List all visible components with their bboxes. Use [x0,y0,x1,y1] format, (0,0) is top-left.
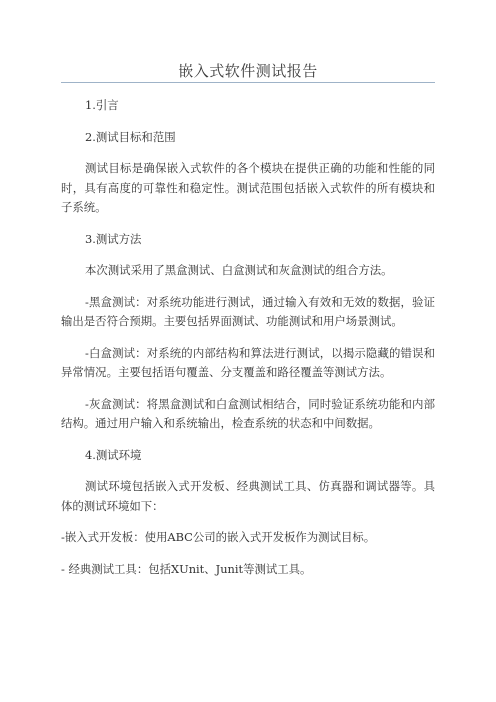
heading-goals-scope: 2.测试目标和范围 [85,129,176,144]
paragraph-methods: 本次测试采用了黑盒测试、白盒测试和灰盒测试的组合方法。 [85,263,393,277]
list-item-test-tools: - 经典测试工具：包括XUnit、Junit等测试工具。 [61,561,312,576]
paragraph-environment: 测试环境包括嵌入式开发板、经典测试工具、仿真器和调试器等。具体的测试环境如下： [61,479,435,513]
paragraph-goals: 测试目标是确保嵌入式软件的各个模块在提供正确的功能和性能的同时，具有高度的可靠性和稳定性。测试范围包括嵌入式软件的所有模块和子系统。 [61,161,435,214]
document-title: 嵌入式软件测试报告 [178,62,318,80]
heading-test-environment: 4.测试环境 [85,447,142,462]
heading-test-methods: 3.测试方法 [85,231,142,246]
list-item-blackbox: -黑盒测试：对系统功能进行测试，通过输入有效和无效的数据，验证输出是否符合预期。主要包括界面测试、功能测试和用户场景测试。 [61,294,435,328]
list-item-whitebox: -白盒测试：对系统的内部结构和算法进行测试，以揭示隐藏的错误和异常情况。主要包括语句覆盖、分支覆盖和路径覆盖等测试方法。 [61,345,435,379]
list-item-graybox: -灰盒测试：将黑盒测试和白盒测试相结合，同时验证系统功能和内部结构。通过用户输入和系统输出，检查系统的状态和中间数据。 [61,396,435,430]
document-body [61,96,435,591]
list-item-dev-board: -嵌入式开发板：使用ABC公司的嵌入式开发板作为测试目标。 [61,530,376,544]
heading-introduction: 1.引言 [85,98,119,112]
title-divider [61,82,435,83]
